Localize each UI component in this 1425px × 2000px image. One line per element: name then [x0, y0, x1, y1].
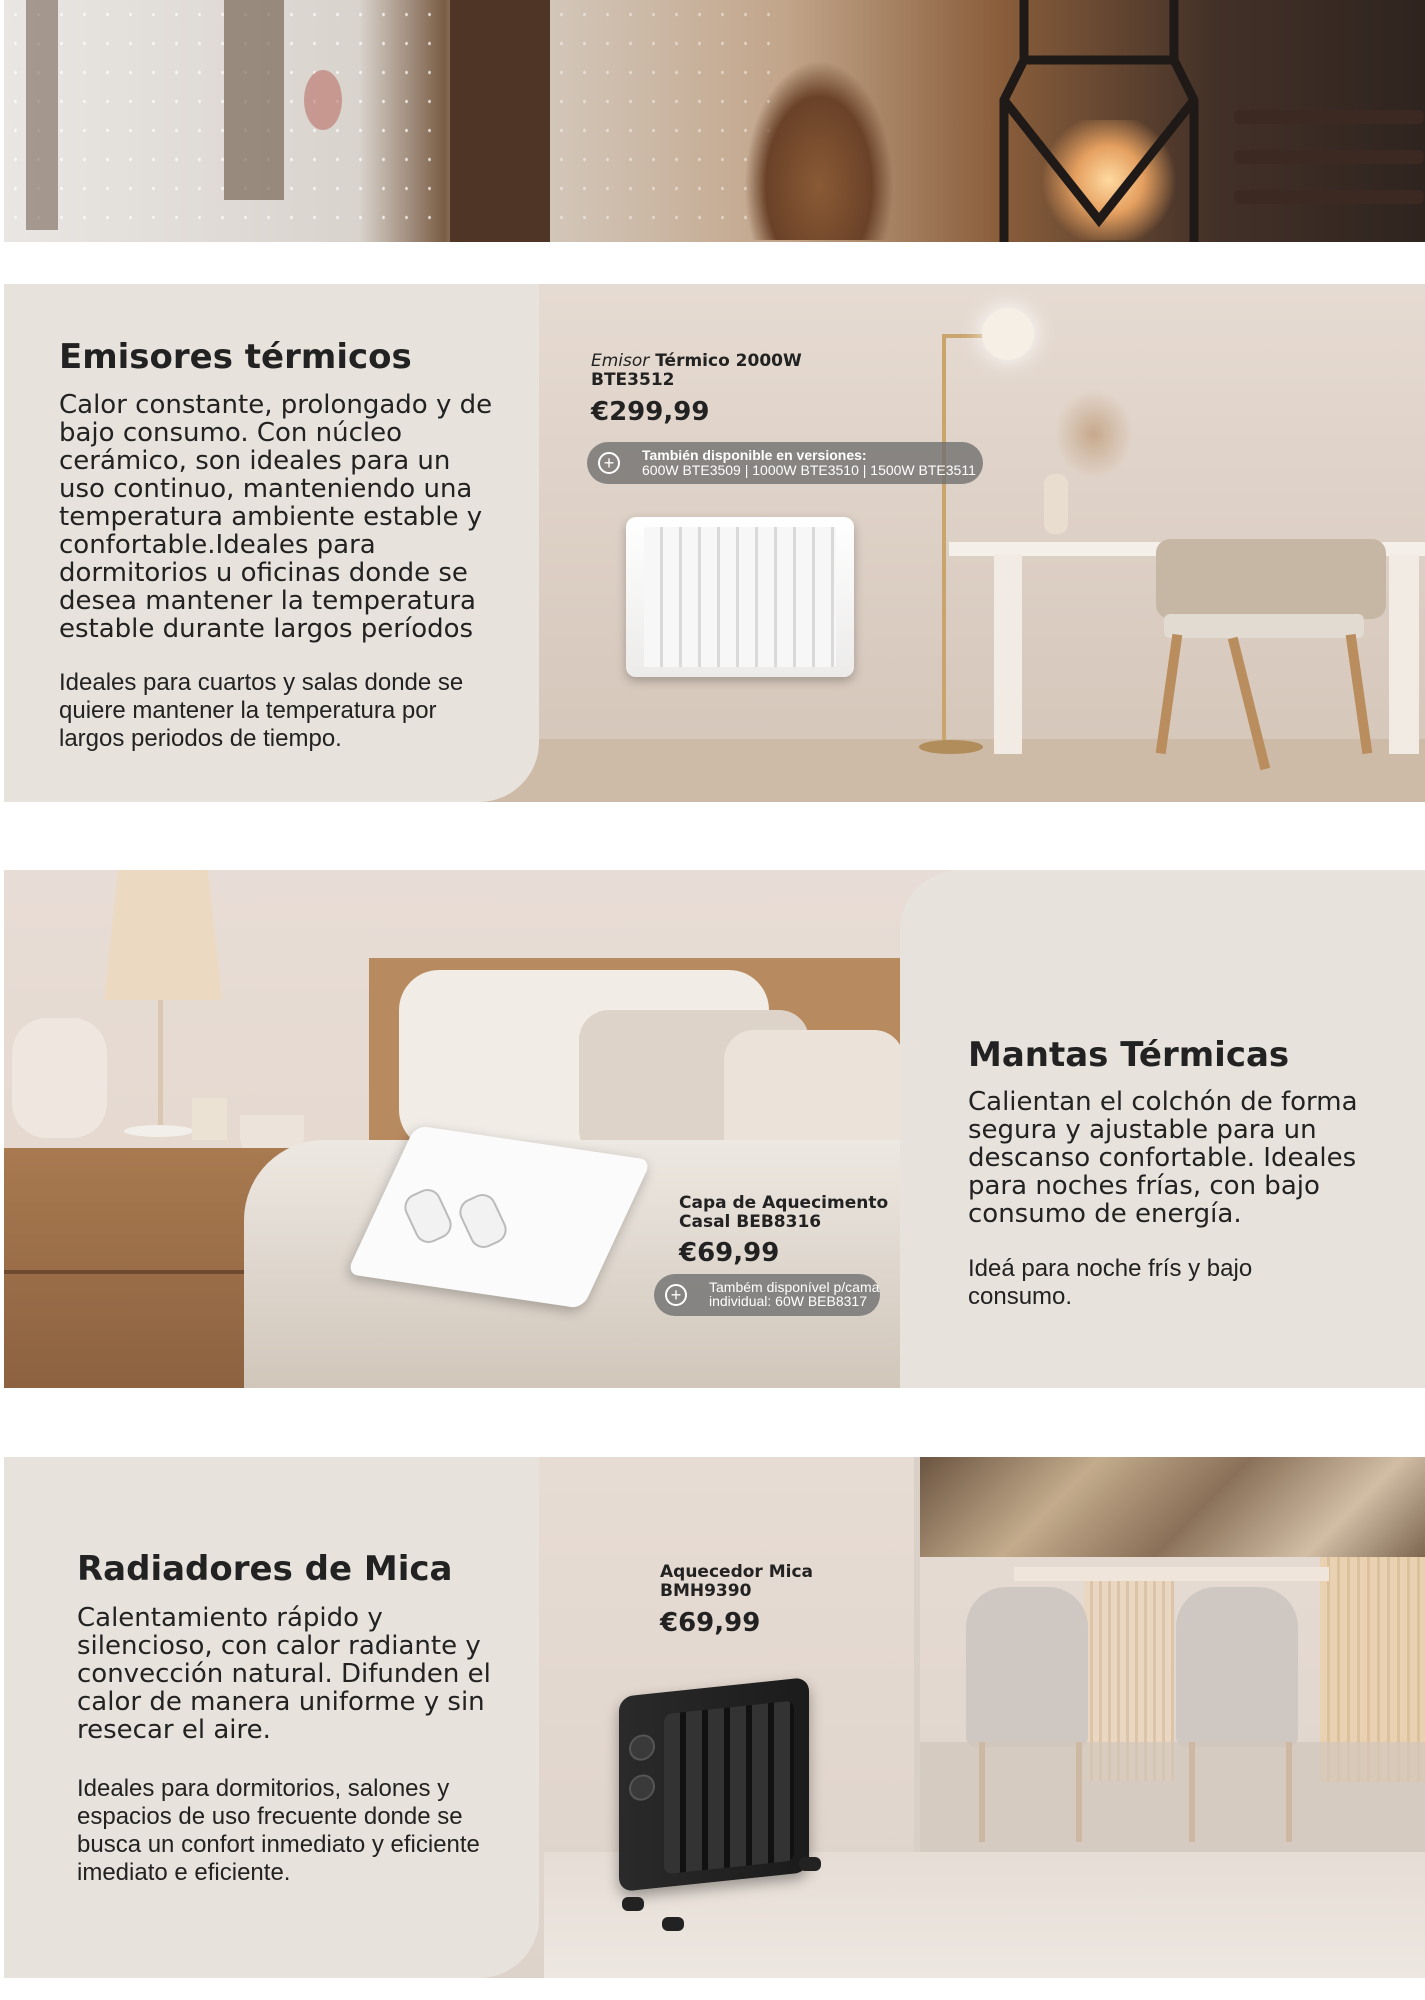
variants-badge[interactable]: + También disponible en versiones: 600W BTE3509 | 1000W BTE3510 | 1500W BTE3511: [587, 442, 983, 484]
section-mica: [4, 1457, 1425, 1978]
section-description: Calor constante, prolongado y de bajo consumo. Con núcleo cerámico, son ideales para un uso continuo, manteniendo una temperatura ambiente estable y confortable.Ideales para dormitorios u oficinas donde se desea mantener la temperatura estable durante largos períodos: [59, 390, 493, 644]
section-mantas: [4, 870, 1425, 1388]
section-description: Calentamiento rápido y silencioso, con calor radiante y convección natural. Difunden el calor de manera uniforme y sin resecar el aire.: [77, 1603, 491, 1745]
section-note: Ideales para cuartos y salas donde se quiere mantener la temperatura por largos periodos de tiempo.: [59, 669, 464, 752]
heater-image: [626, 517, 854, 677]
product-price: €299,99: [591, 397, 710, 427]
plus-circle-icon: +: [598, 452, 620, 474]
section-title: Mantas Térmicas: [968, 1035, 1290, 1075]
product-code: BMH9390: [660, 1581, 752, 1601]
product-code: Casal BEB8316: [679, 1212, 822, 1232]
section-title: Radiadores de Mica: [77, 1549, 453, 1589]
section-emisores: [4, 284, 1425, 802]
product-name: Capa de Aquecimento: [679, 1193, 889, 1213]
product-code: BTE3512: [591, 370, 675, 390]
section-title: Emisores térmicos: [59, 337, 412, 377]
plus-circle-icon: +: [665, 1284, 687, 1306]
product-price: €69,99: [660, 1608, 761, 1638]
section-note: Ideá para noche frís y bajo consumo.: [968, 1255, 1253, 1310]
product-name: Aquecedor Mica: [660, 1562, 814, 1582]
section-note: Ideales para dormitorios, salones y espacios de uso frecuente donde se busca un confort inmediato y eficiente imediato e eficiente.: [77, 1775, 480, 1886]
section-description: Calientan el colchón de forma segura y ajustable para un descanso confortable. Ideales para noches frías, con bajo consumo de energía.: [968, 1087, 1358, 1229]
hero-banner: [4, 0, 1425, 242]
lantern-graphic: [984, 0, 1214, 242]
product-name: Emisor Térmico 2000W: [591, 351, 802, 371]
variants-badge[interactable]: + Também disponível p/cama individual: 60W BEB8317: [654, 1274, 880, 1316]
mica-heater-image: [619, 1677, 809, 1892]
product-price: €69,99: [679, 1238, 780, 1268]
